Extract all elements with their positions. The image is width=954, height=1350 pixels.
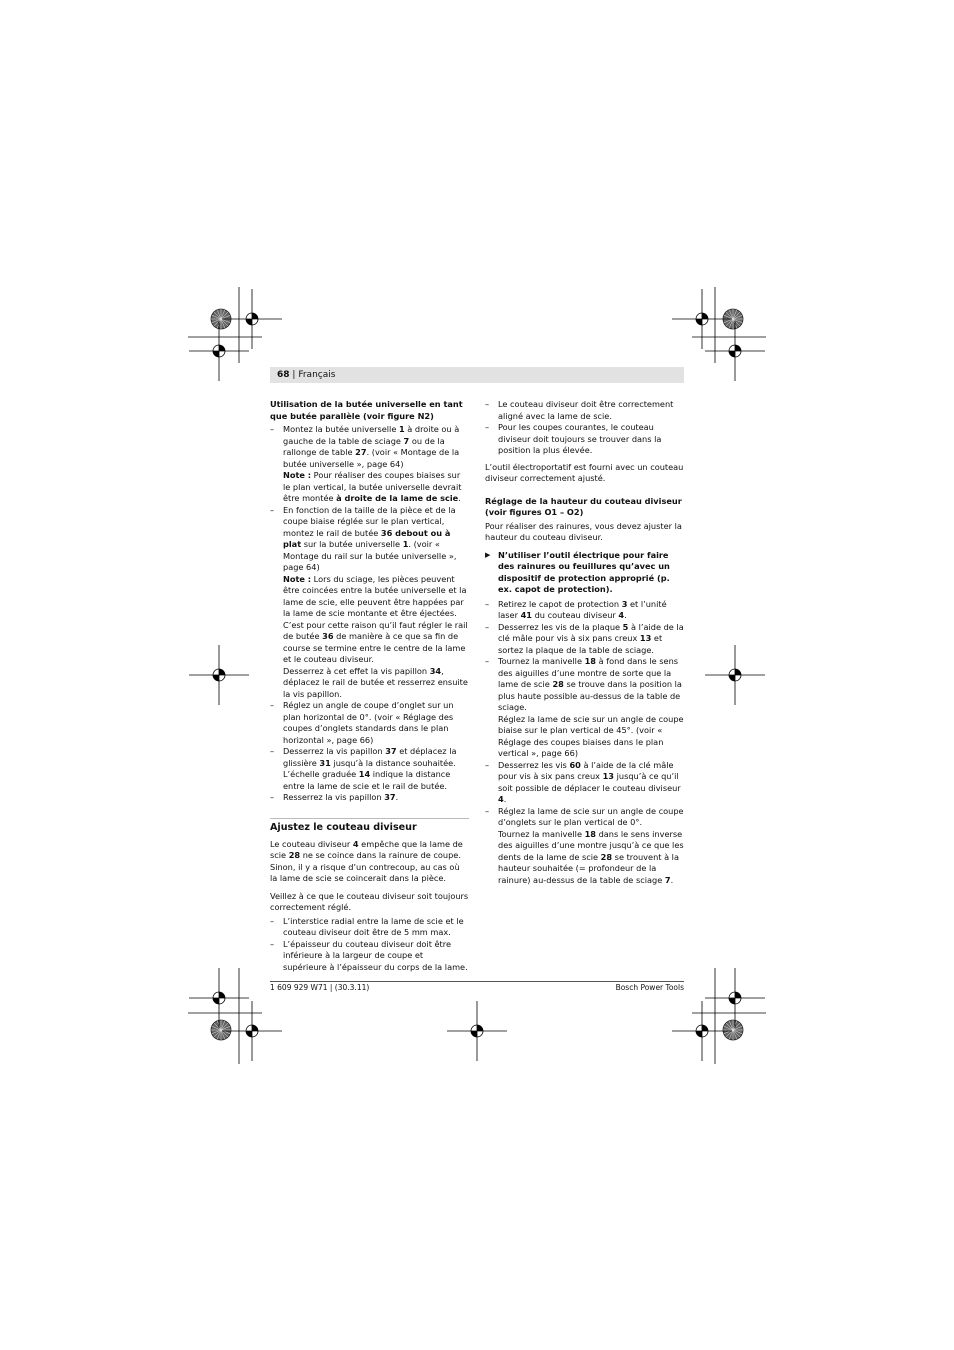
list-item: – Réglez la lame de scie sur un angle de coupe d’onglets sur le plan vertical de 0°. — [485, 806, 684, 829]
list-item: – Desserrez les vis de la plaque 5 à l’aide de la clé mâle pour vis à six pans creux 13 et sortez la plaque de la table de sciage. — [485, 622, 684, 657]
section-title: Ajustez le couteau diviseur — [270, 818, 469, 834]
page-number: 68 — [277, 370, 290, 380]
indented-paragraph: Tournez la manivelle 18 dans le sens inverse des aiguilles d’une montre jusqu’à ce que les dents de la lame de scie 28 se trouvent à la hauteur souhaitée (= profondeur de la rainure) au-dessus de la table de sciage 7. — [498, 828, 684, 885]
note-paragraph: Note : Lors du sciage, les pièces peuvent être coincées entre la butée universelle et la lame de scie, elle peuvent être happées par la lame de scie montante et être éjectées. C’est pour cette raison qu’il faut régler le rail de butée 36 de manière à ce que sa fin de course se termine entre le centre de la lame et le couteau diviseur. Desserrez à cet effet la vis papillon 34, déplacez le rail de butée et resserrez ensuite la vis papillon. — [283, 573, 468, 699]
list-item: – Tournez la manivelle 18 à fond dans le sens des aiguilles d’une montre de sorte que la lame de scie 28 se trouve dans la position la plus haute possible au-dessus de la table de sciage. — [485, 656, 684, 714]
list-item: – En fonction de la taille de la pièce et de la coupe biaise réglée sur le plan vertical, montez le rail de butée 36 debout ou à plat sur la butée universelle 1. (voir « Montage du rail sur la butée universelle », page 64) — [270, 505, 469, 574]
footer-rule — [270, 981, 684, 982]
paragraph: Pour réaliser des rainures, vous devez ajuster la hauteur du couteau diviseur. — [485, 520, 682, 542]
list-item: – Le couteau diviseur doit être correctement aligné avec la lame de scie. — [485, 399, 684, 422]
header-separator: | — [292, 370, 296, 380]
page-header — [277, 369, 335, 381]
footer-brand: Bosch Power Tools — [615, 983, 684, 992]
list-item: – Réglez un angle de coupe d’onglet sur un plan horizontal de 0°. (voir « Réglage des coupes d’onglets standards dans le plan horizontal », page 66) — [270, 700, 469, 746]
list-item: – Desserrez les vis 60 à l’aide de la clé mâle pour vis à six pans creux 13 jusqu’à ce qu’il soit possible de déplacer le couteau diviseur 4. — [485, 760, 684, 806]
left-column — [270, 399, 469, 973]
list-item: – Montez la butée universelle 1 à droite ou à gauche de la table de sciage 7 ou de la rallonge de table 27. (voir « Montage de la butée universelle », page 64) — [270, 424, 469, 470]
paragraph: Veillez à ce que le couteau diviseur soit toujours correctement réglé. — [270, 890, 469, 912]
list-item: – L’épaisseur du couteau diviseur doit être inférieure à la largeur de coupe et supérieure à l’épaisseur du corps de la lame. — [270, 939, 469, 974]
list-item: – Desserrez la vis papillon 37 et déplacez la glissière 31 jusqu’à la distance souhaitée. L’échelle graduée 14 indique la distance entre la lame de scie et le rail de butée. — [270, 746, 469, 792]
note-paragraph: Note : Pour réaliser des coupes biaises sur le plan vertical, la butée universelle devrait être montée à droite de la lame de scie. — [283, 470, 462, 503]
right-column — [485, 399, 684, 886]
warning-item: ▶ N’utiliser l’outil électrique pour faire des rainures ou feuillures qu’avec un dispositif de protection approprié (p. ex. capot de protection). — [485, 550, 684, 596]
footer-doc-number: 1 609 929 W71 | (30.3.11) — [270, 983, 370, 992]
header-language: Français — [298, 370, 336, 380]
list-item: – Resserrez la vis papillon 37. — [270, 792, 469, 804]
subheading-parallel-fence: Utilisation de la butée universelle en tant que butée parallèle (voir figure N2) — [270, 399, 463, 421]
list-item: – Retirez le capot de protection 3 et l’unité laser 41 du couteau diviseur 4. — [485, 599, 684, 622]
list-item: – Pour les coupes courantes, le couteau diviseur doit toujours se trouver dans la position la plus élevée. — [485, 422, 684, 457]
paragraph: L’outil électroportatif est fourni avec un couteau diviseur correctement ajusté. — [485, 461, 684, 483]
list-item: – L’interstice radial entre la lame de scie et le couteau diviseur doit être de 5 mm max. — [270, 916, 469, 939]
paragraph: Le couteau diviseur 4 empêche que la lame de scie 28 ne se coince dans la rainure de coupe. Sinon, il y a risque d’un contrecoup, au cas où la lame de scie se coincerait dans la pièce. — [270, 838, 463, 883]
indented-paragraph: Réglez la lame de scie sur un angle de coupe biaise sur le plan vertical de 45°. (voir « Réglage des coupes biaises dans le plan vertical », page 66) — [498, 713, 684, 758]
subheading-riving-knife-height: Réglage de la hauteur du couteau diviseur (voir figures O1 – O2) — [485, 495, 682, 517]
